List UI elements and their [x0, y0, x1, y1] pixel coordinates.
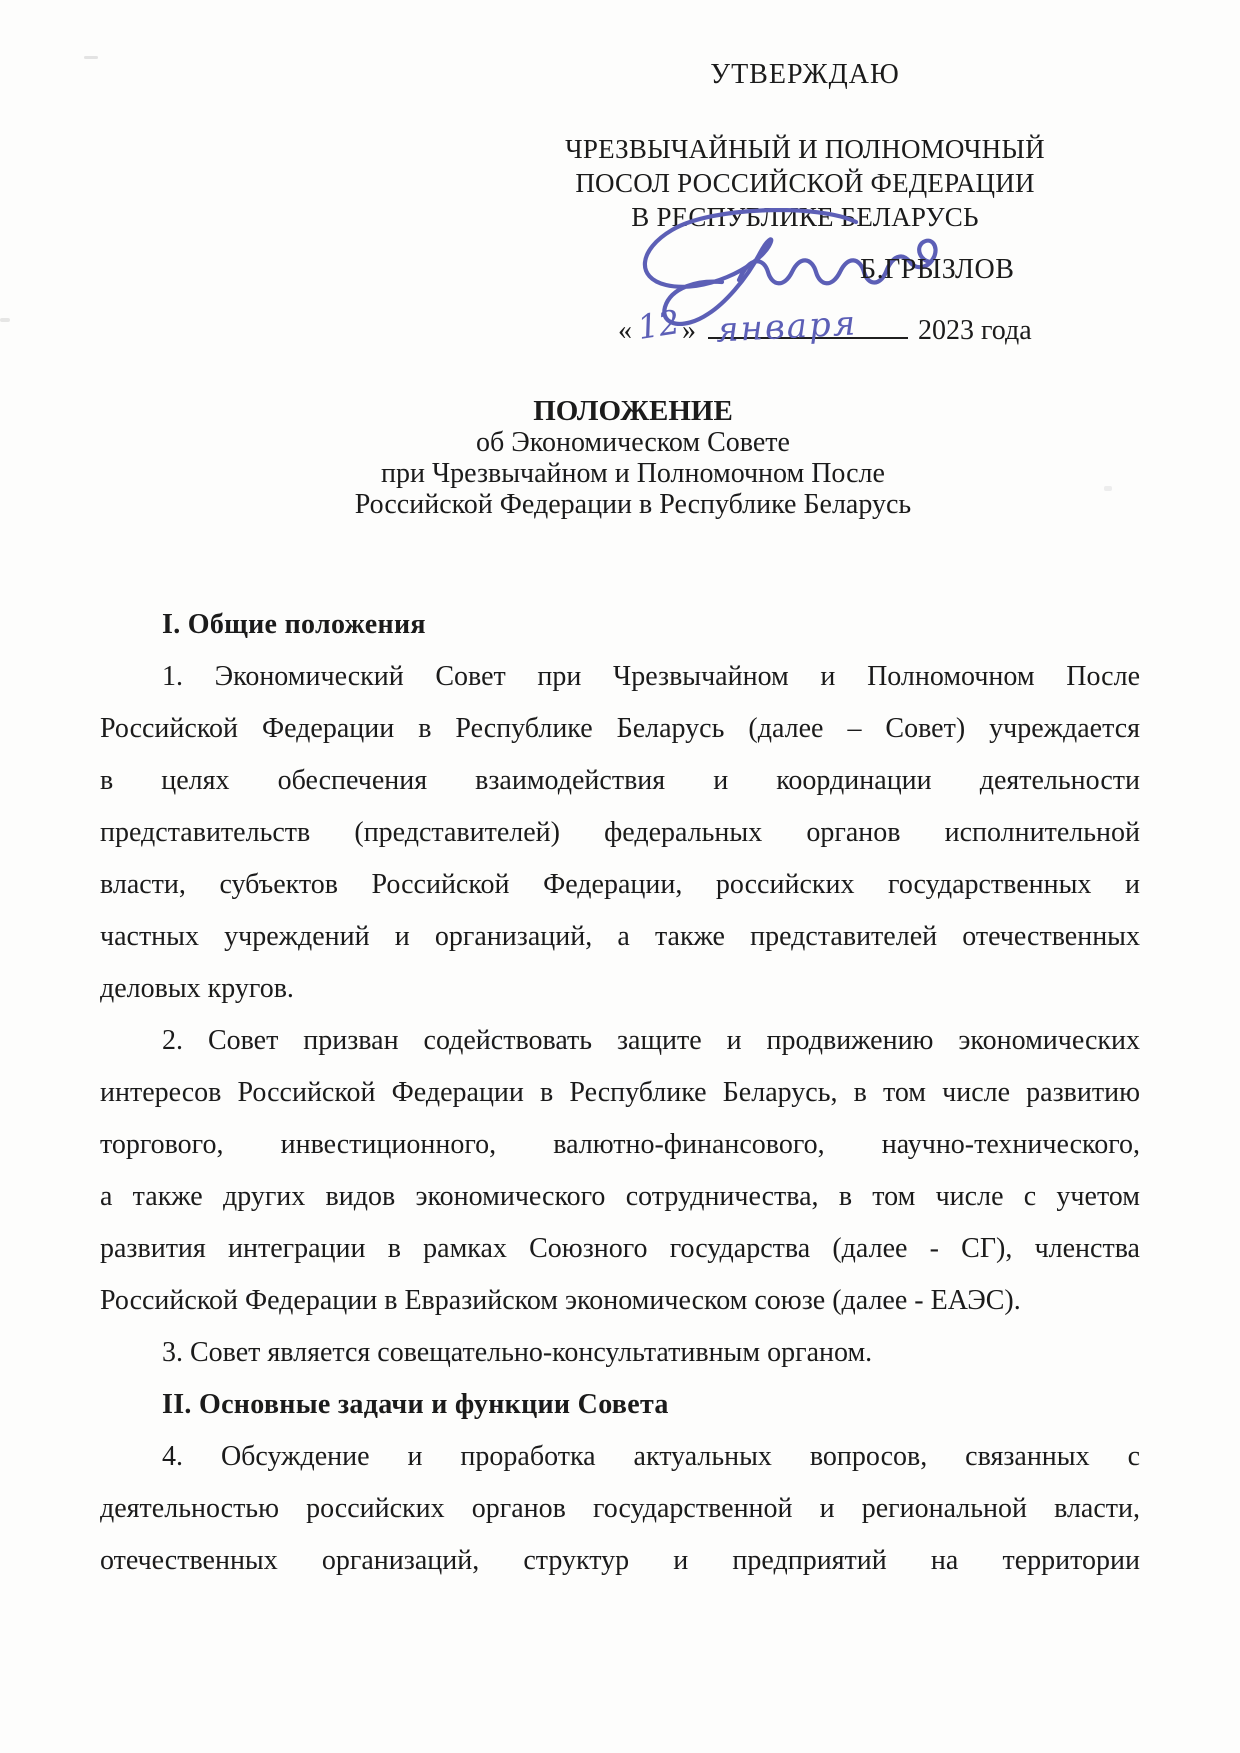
authority-line: ЧРЕЗВЫЧАЙНЫЙ И ПОЛНОМОЧНЫЙ	[565, 134, 1045, 164]
handwritten-day: 12	[634, 301, 683, 348]
scan-artifact	[0, 318, 10, 322]
paragraph-line: деятельностью российских органов государственной и региональной власти,	[100, 1493, 1140, 1524]
approval-date-line	[618, 301, 1048, 351]
paragraph-line: частных учреждений и организаций, а также представителей отечественных	[100, 921, 1140, 952]
quote-open: «	[618, 315, 632, 346]
paragraph-line: интересов Российской Федерации в Республике Беларусь, в том числе развитию	[100, 1077, 1140, 1108]
paragraph-line: 3. Совет является совещательно-консультативным органом.	[162, 1337, 873, 1368]
paragraph-line: 2. Совет призван содействовать защите и продвижению экономических	[162, 1025, 1140, 1056]
paragraph-line: 4. Обсуждение и проработка актуальных вопросов, связанных с	[162, 1441, 1140, 1472]
scan-artifact	[84, 56, 98, 59]
title-line: об Экономическом Совете	[476, 427, 790, 458]
section-heading: II. Основные задачи и функции Совета	[162, 1389, 669, 1420]
title-line: при Чрезвычайном и Полномочном После	[381, 458, 885, 489]
year-text: 2023 года	[918, 315, 1032, 346]
paragraph-line: Российской Федерации в Евразийском экономическом союзе (далее - ЕАЭС).	[100, 1285, 1021, 1316]
quote-close: »	[682, 315, 696, 346]
section-heading: I. Общие положения	[162, 609, 426, 640]
handwritten-month: января	[715, 303, 859, 351]
paragraph-line: в целях обеспечения взаимодействия и координации деятельности	[100, 765, 1140, 796]
document-body	[100, 599, 1140, 1587]
paragraph-line: Российской Федерации в Республике Беларусь (далее – Совет) учреждается	[100, 713, 1140, 744]
approval-block	[560, 60, 1050, 370]
paragraph-line: власти, субъектов Российской Федерации, российских государственных и	[100, 869, 1140, 900]
paragraph-line: развития интеграции в рамках Союзного государства (далее - СГ), членства	[100, 1233, 1140, 1264]
month-underline	[708, 303, 908, 351]
paragraph-line: а также других видов экономического сотрудничества, в том числе с учетом	[100, 1181, 1140, 1212]
authority-line: В РЕСПУБЛИКЕ БЕЛАРУСЬ	[631, 202, 979, 232]
paragraph-line: представительств (представителей) федеральных органов исполнительной	[100, 817, 1140, 848]
paragraph-line: отечественных организаций, структур и предприятий на территории	[100, 1545, 1140, 1576]
document-title	[100, 396, 1166, 520]
authority-line: ПОСОЛ РОССИЙСКОЙ ФЕДЕРАЦИИ	[575, 168, 1035, 198]
title-line: Российской Федерации в Республике Беларусь	[354, 489, 912, 520]
approval-stamp-label: УТВЕРЖДАЮ	[710, 59, 900, 90]
signatory-name: Б.ГРЫЗЛОВ	[860, 254, 1015, 285]
paragraph-line: торгового, инвестиционного, валютно-финансового, научно-технического,	[100, 1129, 1140, 1160]
title-line: ПОЛОЖЕНИЕ	[533, 395, 733, 427]
paragraph-line: 1. Экономический Совет при Чрезвычайном и Полномочном После	[162, 661, 1140, 692]
paragraph-line: деловых кругов.	[100, 973, 294, 1004]
